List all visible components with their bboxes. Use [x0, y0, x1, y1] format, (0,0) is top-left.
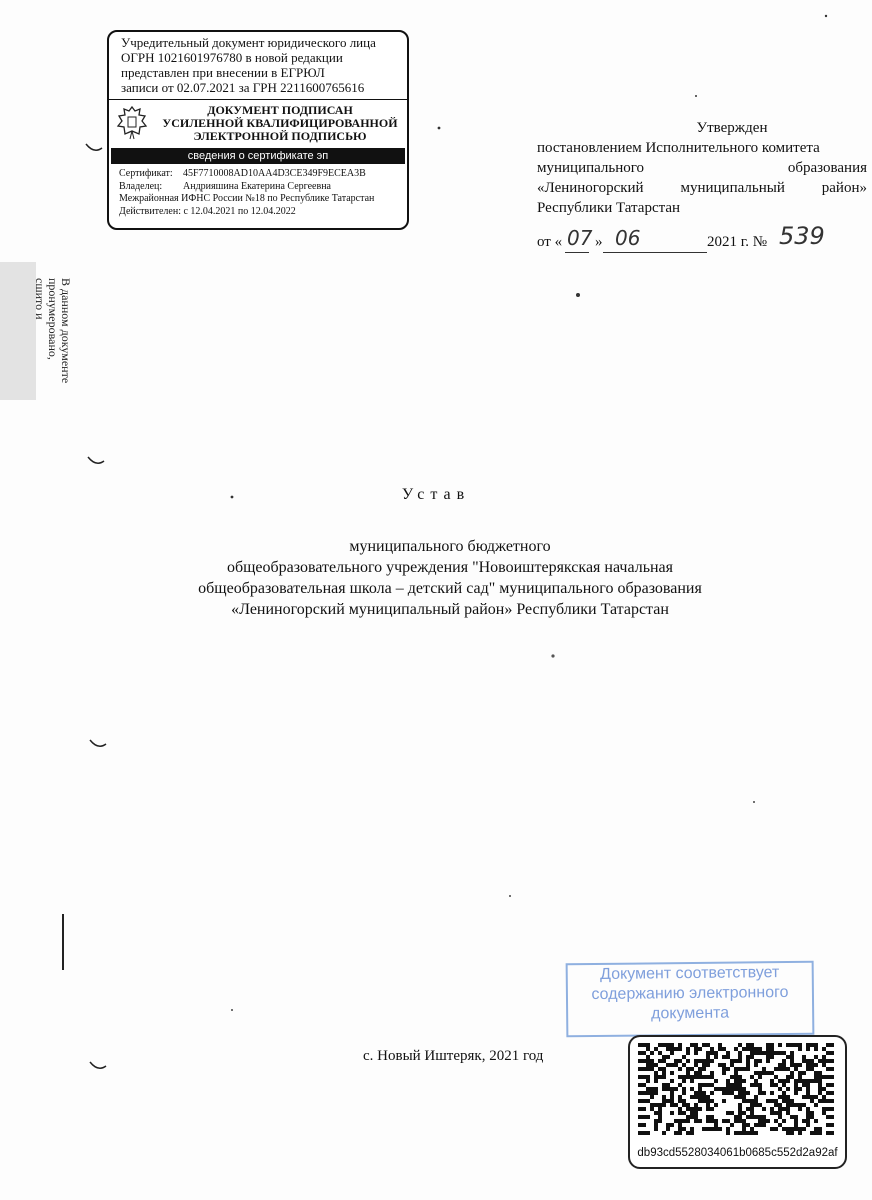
subtitle-line: общеобразовательного учреждения "Новоиштерякская начальная [226, 559, 674, 576]
owner-value: Андрияшина Екатерина Сергеевна [183, 180, 331, 192]
approval-word: муниципального [537, 160, 645, 176]
binding-note-line: пронумеровано, [46, 278, 60, 360]
approval-word: «Лениногорский [537, 180, 644, 196]
date-separator: » [595, 234, 603, 250]
date-prefix: от « [537, 234, 563, 250]
binding-note-line: сшито и [33, 278, 47, 320]
registration-line: записи от 02.07.2021 за ГРН 2211600765616 [121, 80, 365, 95]
barcode-hash: db93cd5528034061b0685c552d2a92af [637, 1147, 838, 1159]
approval-word: образования [787, 160, 867, 176]
signature-title-line: ЭЛЕКТРОННОЙ ПОДПИСЬЮ [193, 129, 367, 143]
subtitle-line: «Лениногорский муниципальный район» Республики Татарстан [231, 601, 669, 618]
signature-title-line: ДОКУМЕНТ ПОДПИСАН [207, 103, 353, 117]
approval-word: муниципальный [680, 180, 785, 196]
certificate-value: 45F7710008AD10AA4D3CE349F9ECEA3B [183, 168, 366, 179]
owner-label: Владелец: [119, 180, 163, 192]
approval-word: район» [821, 180, 867, 196]
certificate-label: Сертификат: [119, 168, 173, 179]
issuer-row: Межрайонная ИФНС России №18 по Республике Татарстан [119, 193, 375, 204]
handwritten-number: 539 [779, 222, 825, 250]
registration-line: Учредительный документ юридического лица [121, 35, 376, 50]
stamp-line: содержанию электронного [591, 983, 789, 1004]
approval-heading: Утвержден [696, 120, 768, 136]
document-title: Устав [401, 486, 471, 503]
handwritten-month: 06 [615, 226, 641, 250]
stamp-line: документа [651, 1004, 730, 1023]
binding-note-line: В данном документе [59, 278, 73, 384]
registration-line: ОГРН 1021601976780 в новой редакции [121, 50, 343, 65]
date-year: 2021 г. № [707, 234, 768, 250]
approval-line: Республики Татарстан [537, 200, 681, 216]
registration-line: представлен при внесении в ЕГРЮЛ [121, 65, 325, 80]
signature-title-line: УСИЛЕННОЙ КВАЛИФИЦИРОВАННОЙ [162, 116, 398, 130]
handwritten-day: 07 [567, 226, 593, 250]
approval-line: постановлением Исполнительного комитета [537, 140, 820, 156]
certificate-bar: сведения о сертификате эп [111, 148, 405, 164]
city-year: с. Новый Иштеряк, 2021 год [363, 1048, 544, 1064]
stamp-line: Документ соответствует [600, 964, 780, 983]
validity-row: Действителен: с 12.04.2021 по 12.04.2022 [119, 205, 296, 217]
subtitle-line: муниципального бюджетного [349, 538, 551, 555]
subtitle-line: общеобразовательная школа – детский сад" муниципального образования [198, 580, 702, 597]
